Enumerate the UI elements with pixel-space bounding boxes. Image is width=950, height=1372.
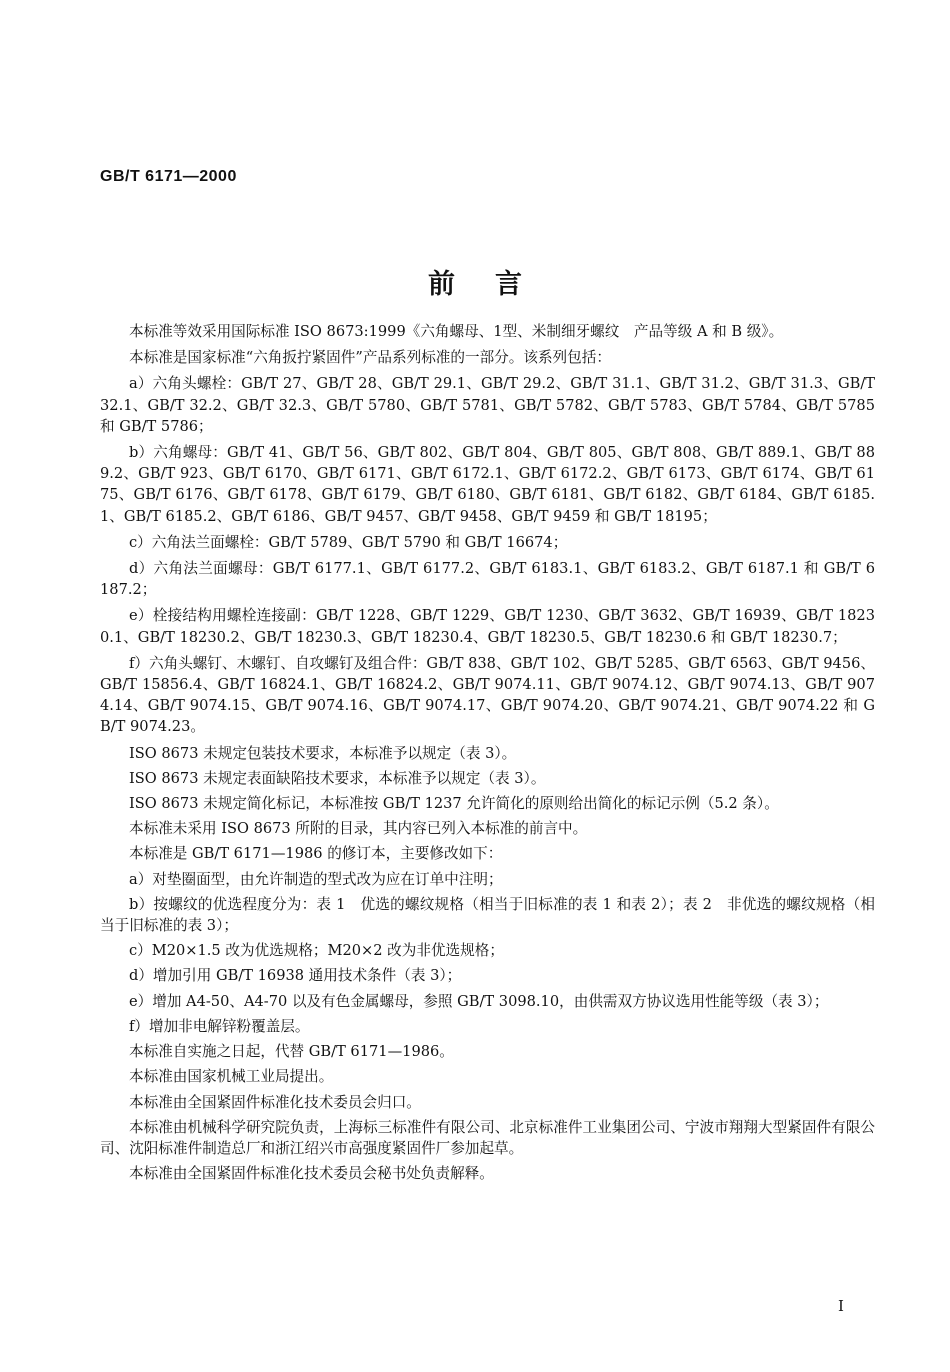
paragraph-interpretation: 本标准由全国紧固件标准化技术委员会秘书处负责解释。 <box>129 1165 494 1183</box>
list-item-screws: f）六角头螺钉、木螺钉、自攻螺钉及组合件：GB/T 838、GB/T 102、GB/T 5285、GB/T 6563、GB/T 9456、GB/T 15856.4、GB/T 16824.1、GB/T 16824.2、GB/T 9074.11、GB/T 9074.12、GB/T 9074.13、GB/T 9074.14、GB/T 9074.15、GB/T 9074.16、GB/T 9074.17、GB/T 9074.20、GB/T 9074.21、GB/T 9074.22 和 GB/T 9074.23。 <box>100 654 875 736</box>
paragraph-simplified-marking: ISO 8673 未规定简化标记，本标准按 GB/T 1237 允许简化的原则给出简化的标记示例（5.2 条）。 <box>129 795 779 813</box>
list-item-structural-bolting: e）栓接结构用螺栓连接副：GB/T 1228、GB/T 1229、GB/T 1230、GB/T 3632、GB/T 16939、GB/T 18230.1、GB/T 18230.2、GB/T 18230.3、GB/T 18230.4、GB/T 18230.5、GB/T 18230.6 和 GB/T 18230.7； <box>100 607 875 646</box>
paragraph-packaging: ISO 8673 未规定包装技术要求，本标准予以规定（表 3）。 <box>129 744 517 762</box>
paragraph-surface-defects: ISO 8673 未规定表面缺陷技术要求，本标准予以规定（表 3）。 <box>129 769 546 787</box>
paragraph-contents: 本标准未采用 ISO 8673 所附的目录，其内容已列入本标准的前言中。 <box>129 820 588 838</box>
change-item-d: d）增加引用 GB/T 16938 通用技术条件（表 3）； <box>129 967 462 985</box>
list-item-bolts: a）六角头螺栓：GB/T 27、GB/T 28、GB/T 29.1、GB/T 29.2、GB/T 31.1、GB/T 31.2、GB/T 31.3、GB/T 32.1、GB/T 32.2、GB/T 32.3、GB/T 5780、GB/T 5781、GB/T 5782、GB/T 5783、GB/T 5784、GB/T 5785 和 GB/T 5786； <box>100 375 875 435</box>
page-title: 前言 <box>428 269 562 300</box>
standard-code: GB/T 6171—2000 <box>100 168 237 185</box>
paragraph-revision: 本标准是 GB/T 6171—1986 的修订本，主要修改如下： <box>129 845 503 863</box>
change-item-c: c）M20×1.5 改为优选规格；M20×2 改为非优选规格； <box>129 942 504 960</box>
paragraph-replacement: 本标准自实施之日起，代替 GB/T 6171—1986。 <box>129 1043 454 1061</box>
paragraph-adoption: 本标准等效采用国际标准 ISO 8673:1999《六角螺母、1型、米制细牙螺纹 产品等级 A 和 B 级》。 <box>129 323 784 340</box>
paragraph-drafters: 本标准由机械科学研究院负责，上海标三标准件有限公司、北京标准件工业集团公司、宁波市翔翔大型紧固件有限公司、沈阳标准件制造总厂和浙江绍兴市高强度紧固件厂参加起草。 <box>100 1118 875 1157</box>
paragraph-managed-by: 本标准由全国紧固件标准化技术委员会归口。 <box>129 1093 421 1111</box>
change-item-a: a）对垫圈面型，由允许制造的型式改为应在订单中注明； <box>129 870 503 888</box>
list-item-nuts: b）六角螺母：GB/T 41、GB/T 56、GB/T 802、GB/T 804、GB/T 805、GB/T 808、GB/T 889.1、GB/T 889.2、GB/T 923、GB/T 6170、GB/T 6171、GB/T 6172.1、GB/T 6172.2、GB/T 6173、GB/T 6174、GB/T 6175、GB/T 6176、GB/T 6178、GB/T 6179、GB/T 6180、GB/T 6181、GB/T 6182、GB/T 6184、GB/T 6185.1、GB/T 6185.2、GB/T 6186、GB/T 9457、GB/T 9458、GB/T 9459 和 GB/T 18195； <box>100 444 875 525</box>
page-number: I <box>838 1297 844 1315</box>
change-item-b: b）按螺纹的优选程度分为：表 1 优选的螺纹规格（相当于旧标准的表 1 和表 2）；表 2 非优选的螺纹规格（相当于旧标准的表 3）； <box>100 895 875 935</box>
change-item-f: f）增加非电解锌粉覆盖层。 <box>129 1017 310 1035</box>
list-item-flange-nuts: d）六角法兰面螺母：GB/T 6177.1、GB/T 6177.2、GB/T 6183.1、GB/T 6183.2、GB/T 6187.1 和 GB/T 6187.2； <box>100 560 875 599</box>
paragraph-series-intro: 本标准是国家标准“六角扳拧紧固件”产品系列标准的一部分。该系列包括： <box>129 349 611 367</box>
list-item-flange-bolts: c）六角法兰面螺栓：GB/T 5789、GB/T 5790 和 GB/T 16674； <box>129 533 568 551</box>
foreword-body <box>100 321 875 1188</box>
paragraph-proposed-by: 本标准由国家机械工业局提出。 <box>129 1068 334 1086</box>
change-item-e: e）增加 A4-50、A4-70 以及有色金属螺母，参照 GB/T 3098.10，由供需双方协议选用性能等级（表 3）； <box>129 992 829 1010</box>
